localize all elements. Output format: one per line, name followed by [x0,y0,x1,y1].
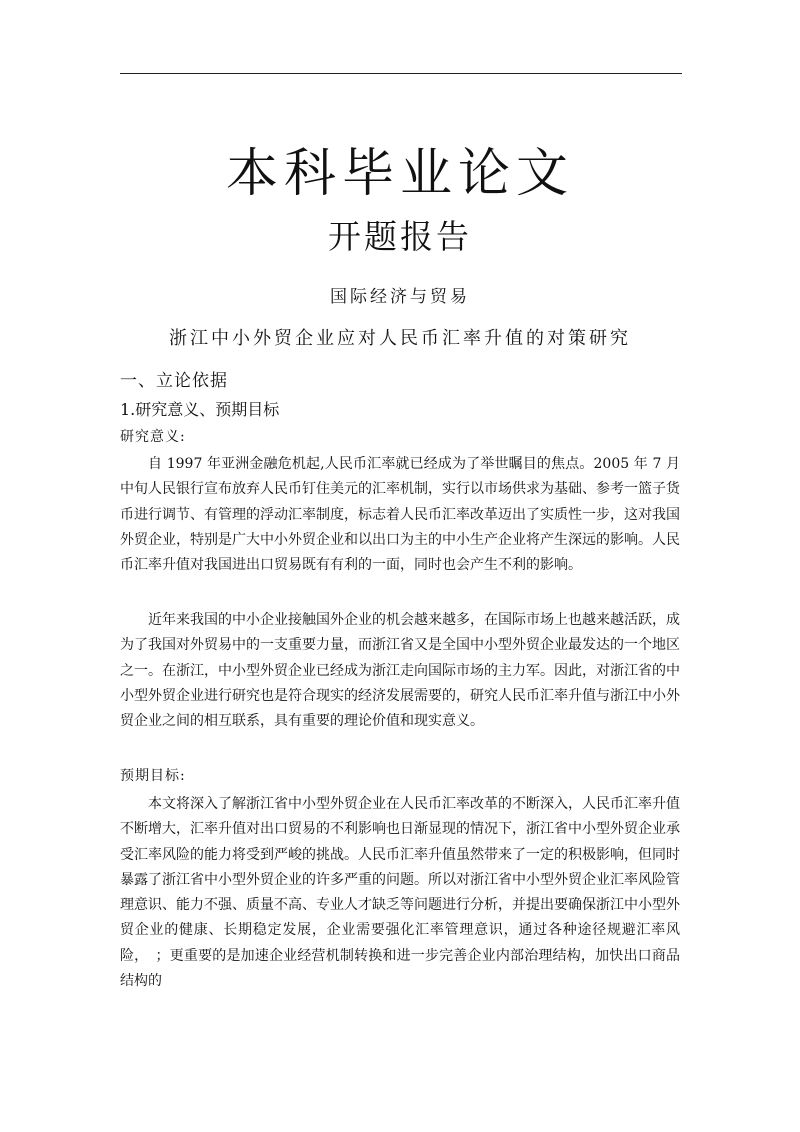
paragraph-goals: 本文将深入了解浙江省中小型外贸企业在人民币汇率改革的不断深入，人民币汇率升值不断增大，汇率升值对出口贸易的不利影响也日渐显现的情况下，浙江省中小型外贸企业承受汇率风险的能力将受到严峻的挑战。人民币汇率升值虽然带来了一定的积极影响，但同时暴露了浙江省中小型外贸企业的许多严重的问题。所以对浙江省中小型外贸企业汇率风险管理意识、能力不强、质量不高、专业人才缺乏等问题进行分析，并提出要确保浙江中小型外贸企业的健康、长期稳定发展，企业需要强化汇率管理意识，通过各种途径规避汇率风险， ；更重要的是加速企业经营机制转换和进一步完善企业内部治理结构，加快出口商品结构的 [120,796,680,990]
significance-label: 研究意义: [120,429,186,445]
paragraph-significance-2: 近年来我国的中小企业接触国外企业的机会越来越多，在国际市场上也越来越活跃，成为了我国对外贸易中的一支重要力量，而浙江省又是全国中小型外贸企业最发达的一个地区之一。在浙江，中小型外贸企业已经成为浙江走向国际市场的主力军。因此，对浙江省的中小型外贸企业进行研究也是符合现实的经济发展需要的，研究人民币汇率升值与浙江中小外贸企业之间的相互联系，具有重要的理论价值和现实意义。 [120,612,680,730]
paragraph-significance-1: 自 1997 年亚洲金融危机起,人民币汇率就已经成为了举世瞩目的焦点。2005 年 7 月中旬人民银行宣布放弃人民币钉住美元的汇率机制，实行以市场供求为基础、参考一篮子货币进行调节、有管理的浮动汇率制度，标志着人民币汇率改革迈出了实质性一步，这对我国外贸企业，特别是广大中小外贸企业和以出口为主的中小生产企业将产生深远的影响。人民币汇率升值对我国进出口贸易既有有利的一面，同时也会产生不利的影响。 [120,456,680,574]
header-rule [120,73,682,74]
goals-label: 预期目标: [120,768,186,784]
section-heading: 一、立论依据 [120,371,228,391]
major-name: 国际经济与贸易 [330,287,470,307]
subsection-heading: 1.研究意义、预期目标 [120,400,280,419]
thesis-title: 浙江中小外贸企业应对人民币汇率升值的对策研究 [169,328,631,349]
document-subtitle: 开题报告 [328,217,472,256]
document-title: 本科毕业论文 [225,144,574,204]
